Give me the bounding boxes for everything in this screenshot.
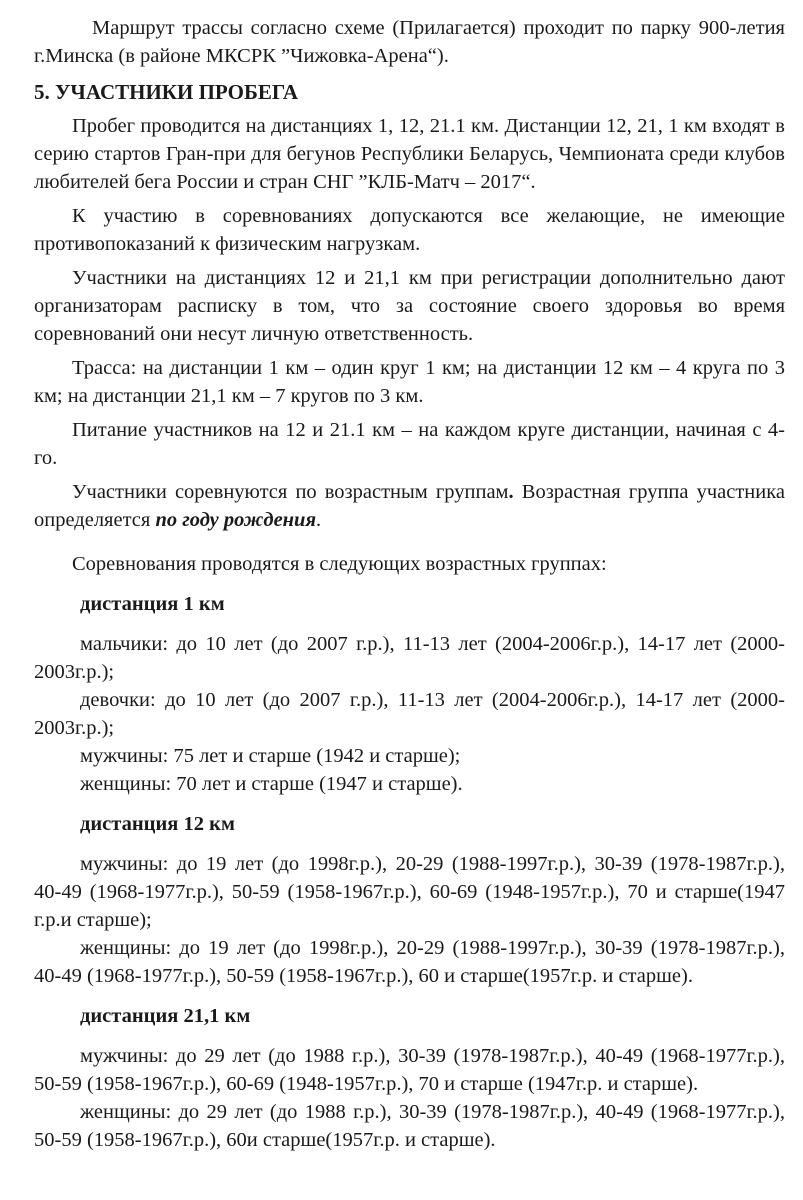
route-paragraph: Маршрут трассы согласно схеме (Прилагается) проходит по парку 900-летия г.Минска (в районе МКСРК ”Чижовка-Арена“). bbox=[34, 17, 785, 67]
group-21km-women: женщины: до 29 лет (до 1988 г.р.), 30-39 (1978-1987г.р.), 40-49 (1968-1977г.р.), 50-59 (1958-1967г.р.), 60и старше(1957г.р. и старше). bbox=[34, 1101, 785, 1151]
age-groups-text-2: Возрастная группа участника определяется bbox=[34, 481, 785, 531]
distance-title-12km: дистанция 12 км bbox=[80, 813, 235, 835]
groups-intro: Соревнования проводятся в следующих возрастных группах: bbox=[72, 553, 607, 575]
age-groups-dot: . bbox=[508, 481, 514, 503]
distance-title-1km: дистанция 1 км bbox=[80, 593, 225, 615]
paragraph-admission: К участию в соревнованиях допускаются все желающие, не имеющие противопоказаний к физическим нагрузкам. bbox=[34, 205, 785, 255]
paragraph-track: Трасса: на дистанции 1 км – один круг 1 км; на дистанции 12 км – 4 круга по 3 км; на дистанции 21,1 км – 7 кругов по 3 км. bbox=[34, 357, 785, 407]
paragraph-nutrition: Питание участников на 12 и 21.1 км – на каждом круге дистанции, начиная с 4-го. bbox=[34, 419, 785, 469]
age-groups-text-1: Участники соревнуются по возрастным группам bbox=[72, 481, 509, 503]
group-12km-men: мужчины: до 19 лет (до 1998г.р.), 20-29 (1988-1997г.р.), 30-39 (1978-1987г.р.), 40-49 (1968-1977г.р.), 50-59 (1958-1967г.р.), 60-69 (1948-1957г.р.), 70 и старше(1947 г.р.и старше); bbox=[34, 853, 785, 931]
section-title: 5. УЧАСТНИКИ ПРОБЕГА bbox=[34, 80, 299, 104]
paragraph-age-groups bbox=[34, 478, 785, 534]
group-1km-girls: девочки: до 10 лет (до 2007 г.р.), 11-13 лет (2004-2006г.р.), 14-17 лет (2000-2003г.р.); bbox=[34, 689, 785, 739]
group-12km-women: женщины: до 19 лет (до 1998г.р.), 20-29 (1988-1997г.р.), 30-39 (1978-1987г.р.), 40-49 (1968-1977г.р.), 50-59 (1958-1967г.р.), 60 и старше(1957г.р. и старше). bbox=[34, 937, 785, 987]
birth-year-emphasis: по году рождения bbox=[155, 509, 317, 531]
group-1km-boys: мальчики: до 10 лет (до 2007 г.р.), 11-13 лет (2004-2006г.р.), 14-17 лет (2000-2003г.р.); bbox=[34, 633, 785, 683]
paragraph-health-receipt: Участники на дистанциях 12 и 21,1 км при регистрации дополнительно дают организаторам расписку в том, что за состояние своего здоровья во время соревнований они несут личную ответственность. bbox=[34, 267, 785, 345]
age-groups-end: . bbox=[316, 509, 322, 531]
group-21km-men: мужчины: до 29 лет (до 1988 г.р.), 30-39 (1978-1987г.р.), 40-49 (1968-1977г.р.), 50-59 (1958-1967г.р.), 60-69 (1948-1957г.р.), 70 и старше (1947г.р. и старше). bbox=[34, 1045, 785, 1095]
group-1km-men: мужчины: 75 лет и старше (1942 и старше); bbox=[80, 745, 461, 767]
paragraph-distances: Пробег проводится на дистанциях 1, 12, 21.1 км. Дистанции 12, 21, 1 км входят в серию стартов Гран-при для бегунов Республики Беларусь, Чемпионата среди клубов любителей бега России и стран СНГ ”КЛБ-Матч – 2017“. bbox=[34, 115, 785, 193]
group-1km-women: женщины: 70 лет и старше (1947 и старше). bbox=[80, 773, 463, 795]
distance-title-21km: дистанция 21,1 км bbox=[80, 1005, 251, 1027]
